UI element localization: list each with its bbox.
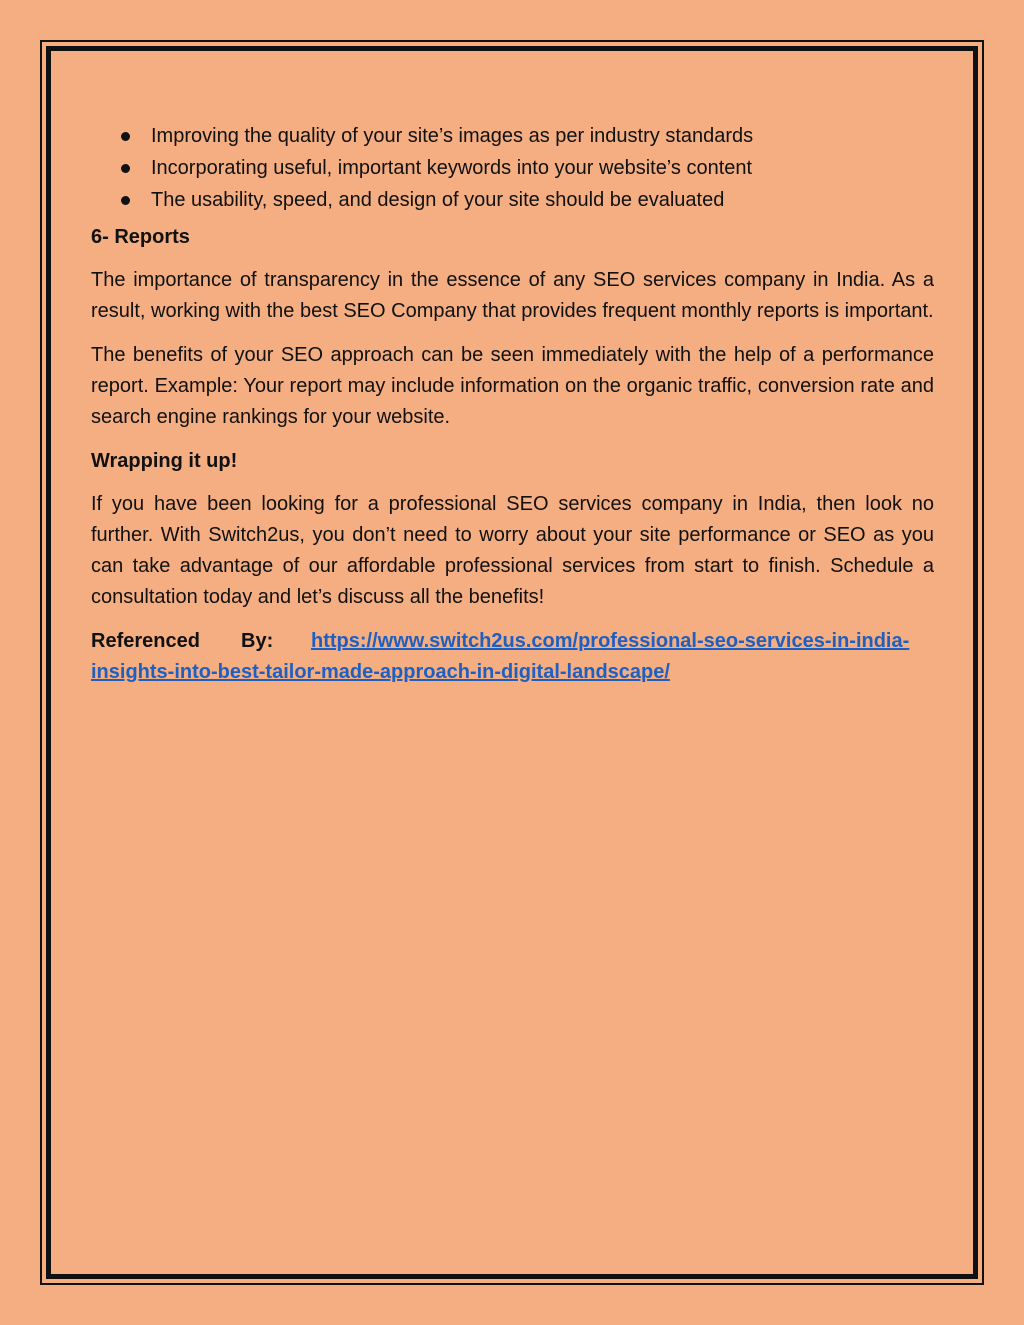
reference-label bbox=[91, 626, 311, 657]
list-item bbox=[91, 152, 934, 184]
reference-line bbox=[91, 626, 934, 688]
reference-link-part: https://www.switch2us.com/professional-seo-services-in-india- bbox=[311, 630, 910, 652]
bullet-icon bbox=[121, 132, 130, 141]
document-body bbox=[91, 120, 934, 688]
list-item bbox=[91, 184, 934, 216]
section-heading-wrapping: Wrapping it up! bbox=[91, 450, 238, 472]
list-item-text: The usability, speed, and design of your site should be evaluated bbox=[151, 189, 725, 211]
reference-label-word: Referenced bbox=[91, 630, 200, 652]
paragraph-benefits: The benefits of your SEO approach can be seen immediately with the help of a performance report. Example: Your report may include information on the organic traffic, conversion rate and search engine rankings for your website. bbox=[91, 344, 934, 428]
section-heading-reports: 6- Reports bbox=[91, 226, 190, 248]
list-item bbox=[91, 120, 934, 152]
bullet-list bbox=[91, 120, 934, 216]
bullet-icon bbox=[121, 196, 130, 205]
list-item-text: Incorporating useful, important keywords into your website’s content bbox=[151, 157, 753, 179]
list-item-text: Improving the quality of your site’s images as per industry standards bbox=[151, 125, 754, 147]
bullet-icon bbox=[121, 164, 130, 173]
paragraph-conclusion: If you have been looking for a professional SEO services company in India, then look no further. With Switch2us, you don’t need to worry about your site performance or SEO as you can take advantage of our affordable professional services from start to finish. Schedule a consultation today and let’s discuss all the benefits! bbox=[91, 493, 934, 608]
reference-link-part: insights-into-best-tailor-made-approach-in-digital-landscape/ bbox=[91, 661, 670, 683]
paragraph-transparency: The importance of transparency in the essence of any SEO services company in India. As a result, working with the best SEO Company that provides frequent monthly reports is important. bbox=[91, 269, 934, 322]
reference-label-word: By: bbox=[241, 630, 274, 652]
